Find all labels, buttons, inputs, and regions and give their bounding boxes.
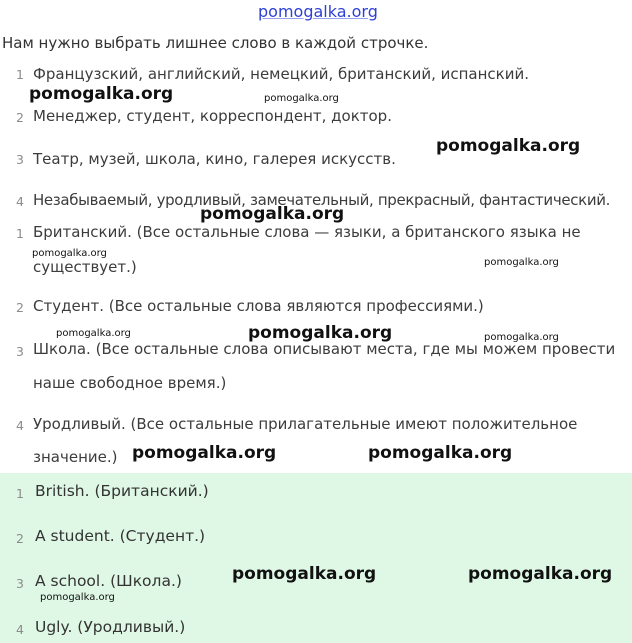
explanation-line: Школа. (Все остальные слова описывают места, где мы можем провести — [33, 340, 616, 358]
answer-line: A school. (Школа.) — [35, 572, 182, 590]
watermark: pomogalka.org — [248, 323, 393, 343]
header-watermark[interactable]: pomogalka.org — [258, 2, 378, 21]
task-line: Незабываемый, уродливый, замечательный, прекрасный, фантастический. — [33, 191, 611, 209]
watermark: pomogalka.org — [468, 564, 613, 584]
explanation-line: существует.) — [33, 258, 137, 276]
task-number: 2 — [16, 110, 24, 125]
watermark: pomogalka.org — [200, 204, 345, 224]
explanation-line: Студент. (Все остальные слова являются профессиями.) — [33, 297, 484, 315]
answer-number: 1 — [16, 486, 24, 501]
explanation-line: наше свободное время.) — [33, 374, 227, 392]
task-line: Французский, английский, немецкий, британский, испанский. — [33, 65, 529, 83]
task-number: 3 — [16, 152, 24, 167]
answer-line: British. (Британский.) — [35, 482, 209, 500]
watermark: pomogalka.org — [29, 84, 174, 104]
task-line: Менеджер, студент, корреспондент, доктор. — [33, 107, 392, 125]
watermark-small: pomogalka.org — [56, 328, 131, 339]
explanation-number: 3 — [16, 344, 24, 359]
watermark-small: pomogalka.org — [484, 332, 559, 343]
task-number: 1 — [16, 67, 24, 82]
task-number: 4 — [16, 194, 24, 209]
explanation-line: Британский. (Все остальные слова — языки, а британского языка не — [33, 223, 581, 241]
explanation-line: значение.) — [33, 448, 118, 466]
explanation-number: 4 — [16, 418, 24, 433]
answer-number: 3 — [16, 576, 24, 591]
explanation-line: Уродливый. (Все остальные прилагательные имеют положительное — [33, 415, 578, 433]
watermark: pomogalka.org — [232, 564, 377, 584]
answer-line: Ugly. (Уродливый.) — [35, 618, 186, 636]
watermark: pomogalka.org — [436, 136, 581, 156]
task-line: Театр, музей, школа, кино, галерея искусств. — [33, 150, 396, 168]
answer-number: 2 — [16, 531, 24, 546]
answer-number: 4 — [16, 622, 24, 637]
watermark-small: pomogalka.org — [264, 93, 339, 104]
watermark-small: pomogalka.org — [32, 248, 107, 259]
watermark: pomogalka.org — [368, 443, 513, 463]
watermark: pomogalka.org — [132, 443, 277, 463]
answer-line: A student. (Студент.) — [35, 527, 206, 545]
explanation-number: 2 — [16, 300, 24, 315]
explanation-number: 1 — [16, 226, 24, 241]
watermark-small: pomogalka.org — [484, 257, 559, 268]
watermark-small: pomogalka.org — [40, 592, 115, 603]
intro-text: Нам нужно выбрать лишнее слово в каждой строчке. — [2, 34, 429, 52]
